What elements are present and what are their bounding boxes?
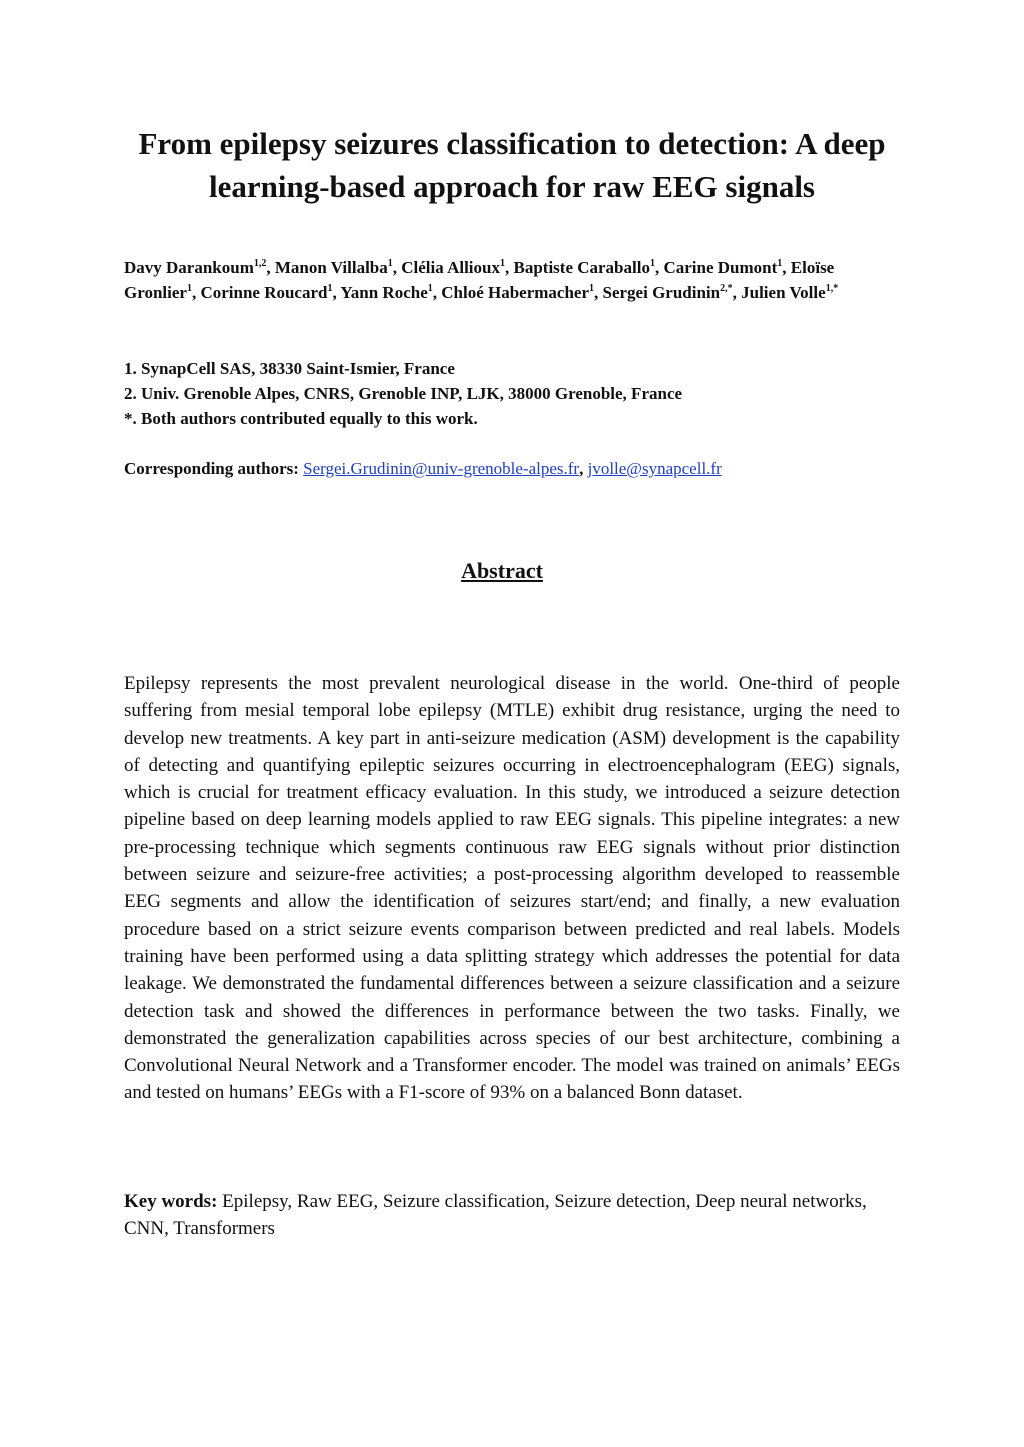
keywords-label: Key words:	[124, 1191, 218, 1212]
affiliation-list	[124, 356, 904, 431]
corresponding-authors	[124, 456, 904, 481]
author-separator: ,	[782, 258, 791, 277]
keywords	[124, 1188, 900, 1242]
author-name: Yann Roche	[340, 283, 428, 302]
author-name: Carine Dumont	[663, 258, 778, 277]
author-separator: ,	[392, 258, 402, 277]
author-separator: ,	[432, 283, 442, 302]
corresponding-label: Corresponding authors:	[124, 459, 304, 478]
author-name: Julien Volle	[741, 283, 826, 302]
author-affiliation-marker: 1,2	[253, 258, 267, 269]
author-name: Eloïse Gronlier	[124, 258, 835, 302]
author-affiliation-marker: 1	[327, 283, 333, 294]
author-affiliation-marker: 1,*	[825, 283, 839, 294]
author-separator: ,	[594, 283, 603, 302]
author-name: Chloé Habermacher	[441, 283, 590, 302]
abstract-heading: Abstract	[461, 558, 543, 583]
author-affiliation-marker: 1	[186, 283, 192, 294]
keywords-text: Epilepsy, Raw EEG, Seizure classification, Seizure detection, Deep neural networks, CNN, Transformers	[124, 1191, 867, 1239]
author-affiliation-marker: 1	[777, 258, 783, 269]
author-name: Baptiste Caraballo	[513, 258, 650, 277]
author-affiliation-marker: 1	[499, 258, 505, 269]
email-link-grudinin[interactable]: Sergei.Grudinin@univ-grenoble-alpes.fr	[303, 459, 580, 478]
author-separator: ,	[732, 283, 742, 302]
author-separator: ,	[332, 283, 341, 302]
author-name: Davy Darankoum	[124, 258, 254, 277]
paper-title: From epilepsy seizures classification to detection: A deep learning-based approach for raw EEG signals	[138, 126, 886, 204]
author-name: Corinne Roucard	[200, 283, 328, 302]
author-name: Manon Villalba	[274, 258, 388, 277]
affiliation-item: 2. Univ. Grenoble Alpes, CNRS, Grenoble INP, LJK, 38000 Grenoble, France	[124, 384, 683, 403]
author-affiliation-marker: 1	[427, 283, 433, 294]
email-link-volle[interactable]: jvolle@synapcell.fr	[587, 459, 722, 478]
author-affiliation-marker: 1	[387, 258, 393, 269]
equal-contribution-note: *. Both authors contributed equally to this work.	[124, 409, 478, 428]
author-name: Clélia Allioux	[401, 258, 500, 277]
affiliation-item: 1. SynapCell SAS, 38330 Saint-Ismier, France	[124, 359, 455, 378]
author-affiliation-marker: 1	[589, 283, 595, 294]
author-separator: ,	[266, 258, 275, 277]
author-affiliation-marker: 2,*	[720, 283, 733, 294]
email-separator: ,	[579, 459, 588, 478]
author-name: Sergei Grudinin	[602, 283, 721, 302]
author-list	[124, 255, 904, 305]
author-separator: ,	[654, 258, 664, 277]
author-affiliation-marker: 1	[649, 258, 655, 269]
author-separator: ,	[191, 283, 201, 302]
author-separator: ,	[504, 258, 514, 277]
abstract-body: Epilepsy represents the most prevalent neurological disease in the world. One-third of people suffering from mesial temporal lobe epilepsy (MTLE) exhibit drug resistance, urging the need to develop new treatments. A key part in anti-seizure medication (ASM) development is the capability of detecting and quantifying epileptic seizures occurring in electroencephalogram (EEG) signals, which is crucial for treatment efficacy evaluation. In this study, we introduced a seizure detection pipeline based on deep learning models applied to raw EEG signals. This pipeline integrates: a new pre-processing technique which segments continuous raw EEG signals without prior distinction between seizure and seizure-free activities; a post-processing algorithm developed to reassemble EEG segments and allow the identification of seizures start/end; and finally, a new evaluation procedure based on a strict seizure events comparison between predicted and real labels. Models training have been performed using a data splitting strategy which addresses the potential for data leakage. We demonstrated the fundamental differences between a seizure classification and a seizure detection task and showed the differences in performance between the two tasks. Finally, we demonstrated the generalization capabilities across species of our best architecture, combining a Convolutional Neural Network and a Transformer encoder. The model was trained on animals’ EEGs and tested on humans’ EEGs with a F1-score of 93% on a balanced Bonn dataset.	[124, 673, 900, 1104]
